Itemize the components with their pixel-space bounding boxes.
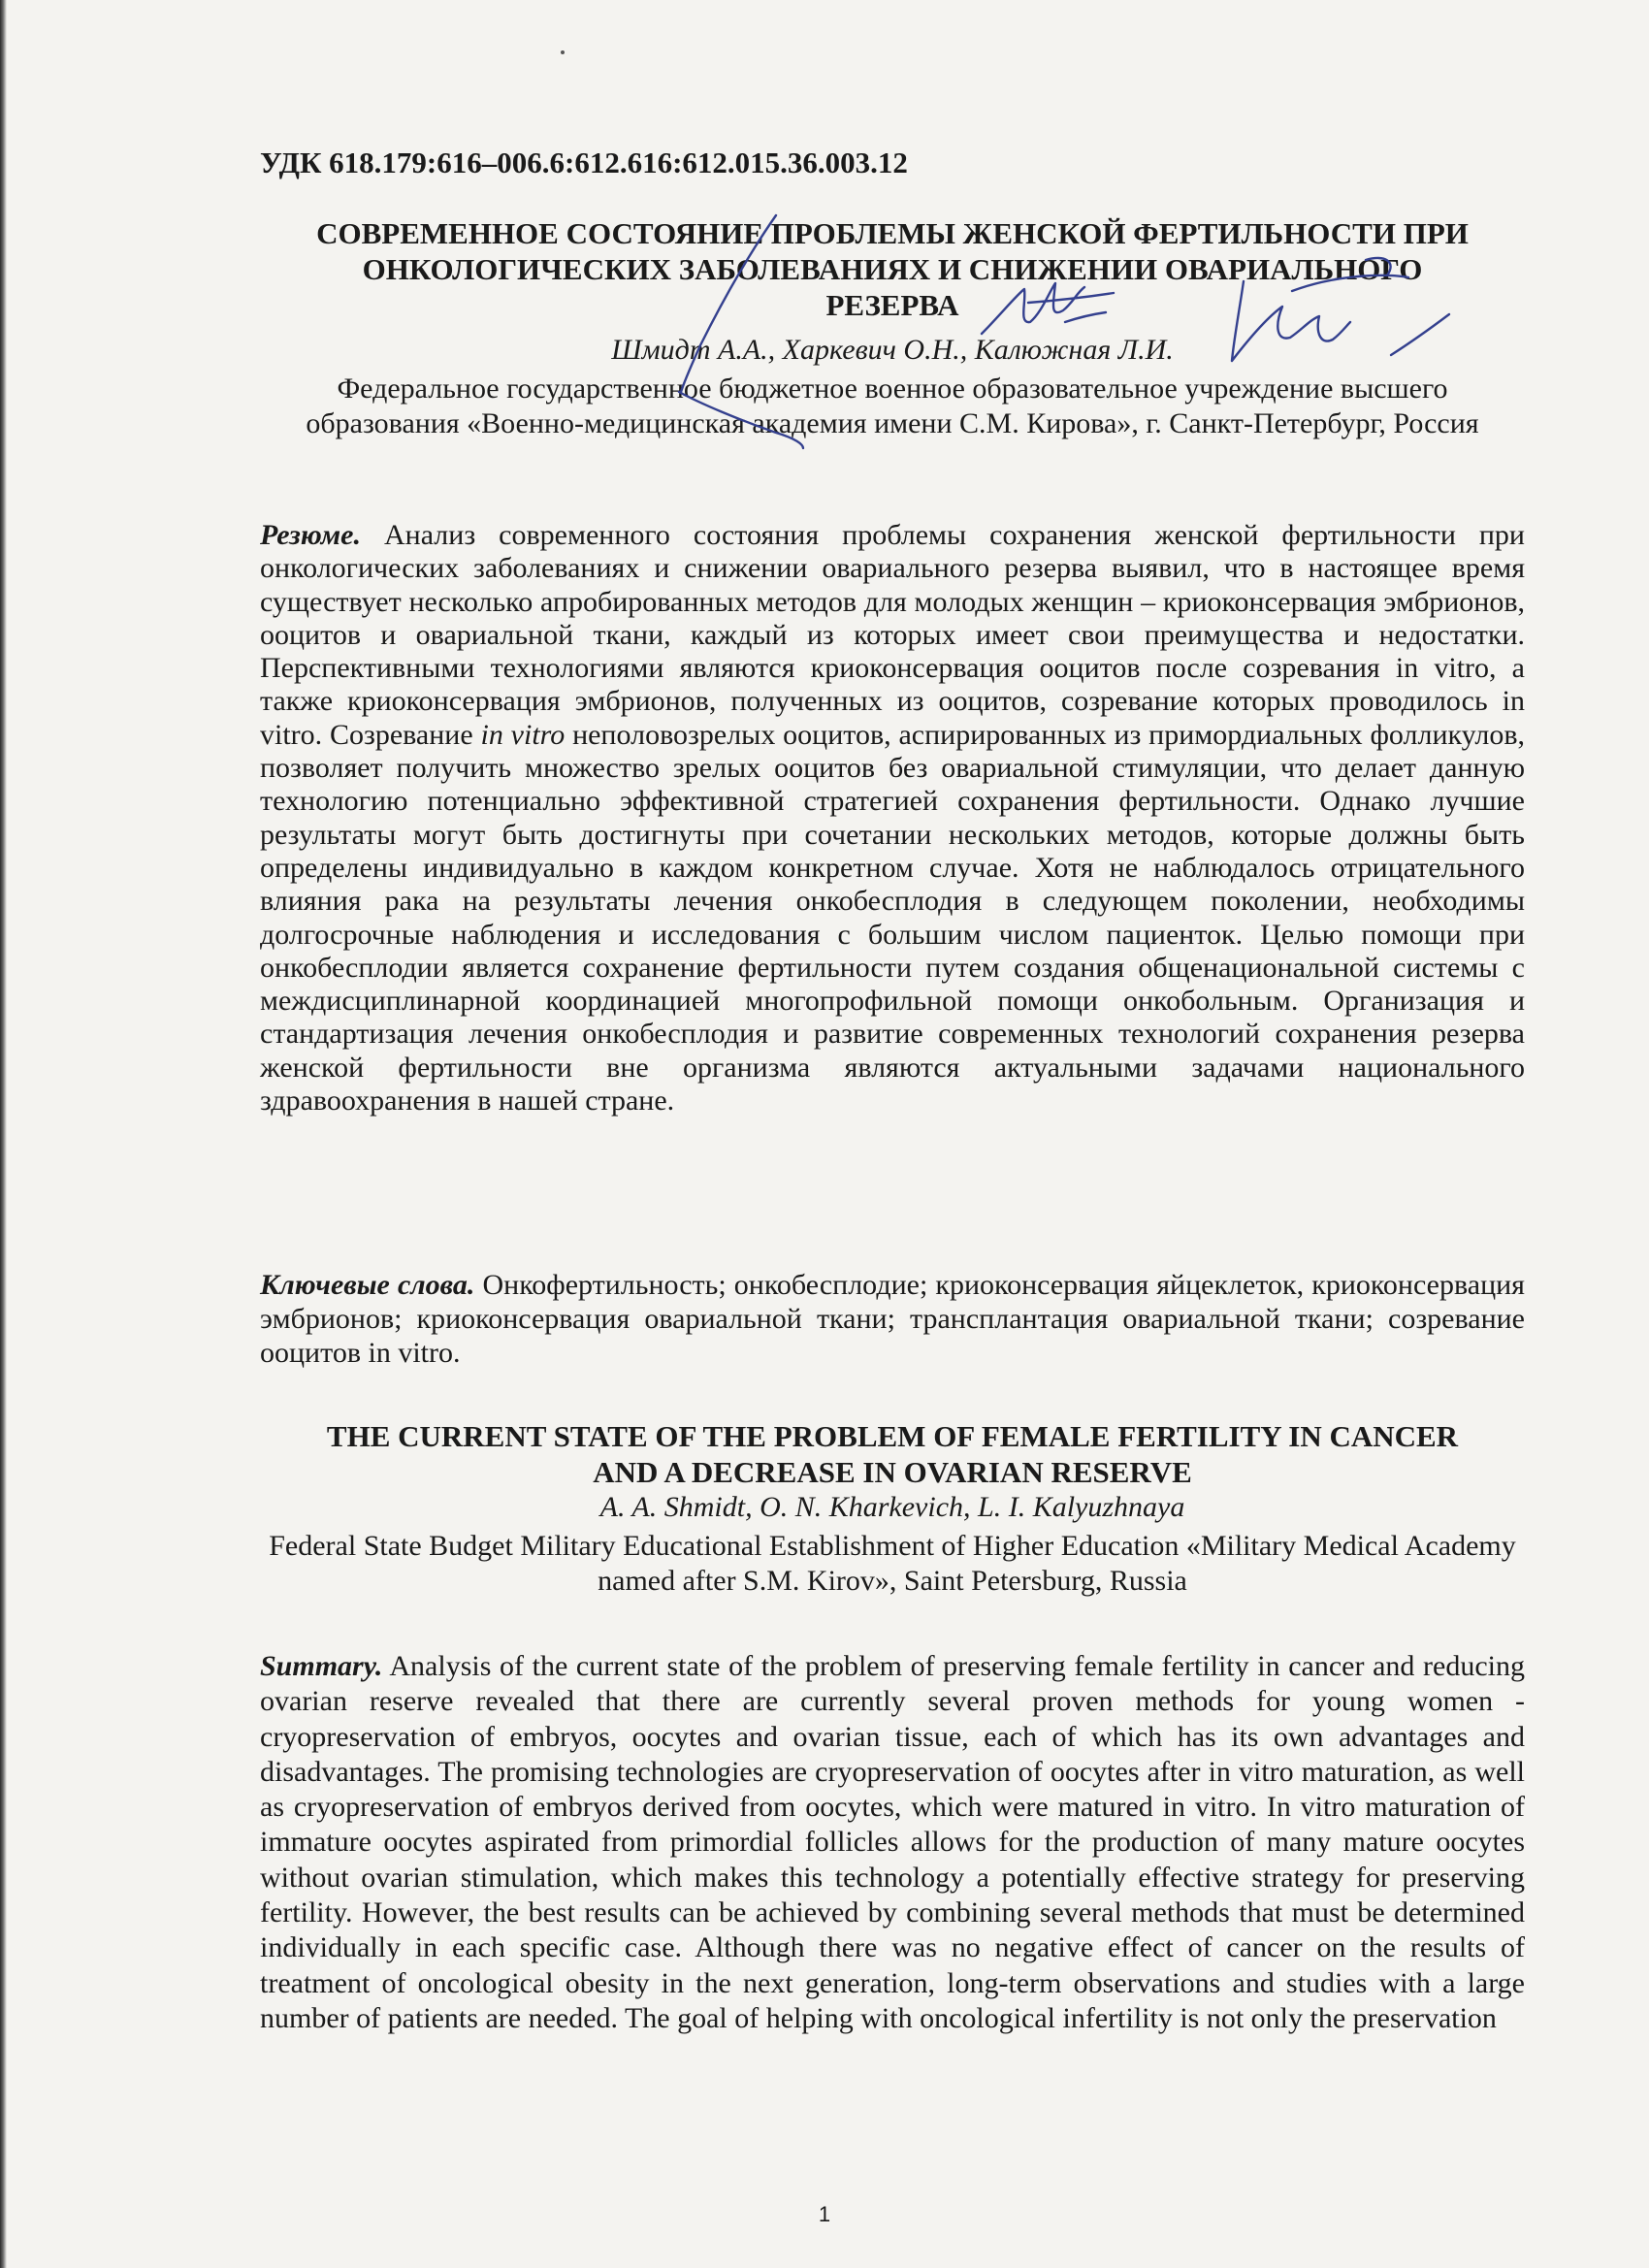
- title-english-line: THE CURRENT STATE OF THE PROBLEM OF FEMALE FERTILITY IN CANCER: [326, 1419, 1459, 1453]
- abstract-italic-term: in vitro: [480, 718, 566, 751]
- affiliation-russian: Федеральное государственное бюджетное военное образовательное учреждение высшего образования «Военно-медицинская академия имени С.М. Кирова», г. Санкт-Петербург, Россия: [306, 373, 1479, 439]
- affiliation-english: Federal State Budget Military Educational Establishment of Higher Education «Military Medical Academy named after S.M. Kirov», Saint Petersburg, Russia: [269, 1530, 1516, 1597]
- keywords-label: Ключевые слова.: [260, 1269, 475, 1301]
- title-russian-line: РЕЗЕРВА: [825, 288, 959, 322]
- title-russian-line: СОВРЕМЕННОЕ СОСТОЯНИЕ ПРОБЛЕМЫ ЖЕНСКОЙ ФЕРТИЛЬНОСТИ ПРИ: [316, 216, 1469, 250]
- title-russian-line: ОНКОЛОГИЧЕСКИХ ЗАБОЛЕВАНИЯХ И СНИЖЕНИИ ОВАРИАЛЬНОГО: [362, 252, 1423, 286]
- summary-text: Analysis of the current state of the problem of preserving female fertility in cancer and reducing ovarian reserve revealed that there are currently several proven methods for young women - cryopreservation of embryos, oocytes and ovarian tissue, each of which has its own advantages and disadvantages. The promising technologies are cryopreservation of oocytes after in vitro maturation, as well as cryopreservation of embryos derived from oocytes, which were matured in vitro. In vitro maturation of immature oocytes aspirated from primordial follicles allows for the production of many mature oocytes without ovarian stimulation, which makes this technology a potentially effective strategy for preserving fertility. However, the best results can be achieved by combining several methods that must be determined individually in each specific case. Although there was no negative effect of cancer on the results of treatment of oncological obesity in the next generation, long-term observations and studies with a large number of patients are needed. The goal of helping with oncological infertility is not only the preservation: [260, 1650, 1525, 2034]
- scan-edge-shadow: [0, 0, 7, 2268]
- title-english-line: AND A DECREASE IN OVARIAN RESERVE: [593, 1455, 1192, 1489]
- title-russian: [260, 215, 1525, 323]
- summary-english: [260, 1649, 1525, 2036]
- authors-russian: Шмидт А.А., Харкевич О.Н., Калюжная Л.И.: [611, 334, 1174, 366]
- keywords-text: Онкофертильность; онкобесплодие; криоконсервация яйцеклеток, криоконсервация эмбрионов; криоконсервация овариальной ткани; трансплантация овариальной ткани; созревание ооцитов in vitro.: [260, 1269, 1525, 1369]
- scan-speck: [561, 50, 565, 54]
- abstract-russian: [260, 519, 1525, 1118]
- summary-label: Summary.: [260, 1650, 383, 1682]
- abstract-label: Резюме.: [260, 519, 361, 551]
- page-number: 1: [818, 2202, 831, 2226]
- keywords-russian: [260, 1268, 1525, 1370]
- abstract-text: Анализ современного состояния проблемы сохранения женской фертильности при онкологических заболеваниях и снижении овариального резерва выявил, что в настоящее время существует несколько апробированных методов для молодых женщин – криоконсервация эмбрионов, ооцитов и овариальной ткани, каждый из которых имеет свои преимущества и недостатки. Перспективными технологиями являются криоконсервация ооцитов после созревания in vitro, а также криоконсервация эмбрионов, полученных из ооцитов, созревание которых проводилось in vitro. Созревание: [260, 519, 1525, 751]
- title-english: [260, 1418, 1525, 1490]
- abstract-text: неполовозрелых ооцитов, аспирированных из примордиальных фолликулов, позволяет получить множество зрелых ооцитов без овариальной стимуляции, что делает данную технологию потенциально эффективной стратегией сохранения фертильности. Однако лучшие результаты могут быть достигнуты при сочетании нескольких методов, которые должны быть определены индивидуально в каждом конкретном случае. Хотя не наблюдалось отрицательного влияния рака на результаты лечения онкобесплодия в следующем поколении, необходимы долгосрочные наблюдения и исследования с большим числом пациенток. Целью помощи при онкобесплодии является сохранение фертильности путем создания общенациональной системы с междисциплинарной координацией многопрофильной помощи онкобольным. Организация и стандартизация лечения онкобесплодия и развитие современных технологий сохранения резерва женской фертильности вне организма являются актуальными задачами национального здравоохранения в нашей стране.: [260, 718, 1525, 1118]
- authors-english: A. A. Shmidt, O. N. Kharkevich, L. I. Kalyuzhnaya: [599, 1491, 1185, 1523]
- udk-code: УДК 618.179:616–006.6:612.616:612.015.36.003.12: [260, 146, 908, 179]
